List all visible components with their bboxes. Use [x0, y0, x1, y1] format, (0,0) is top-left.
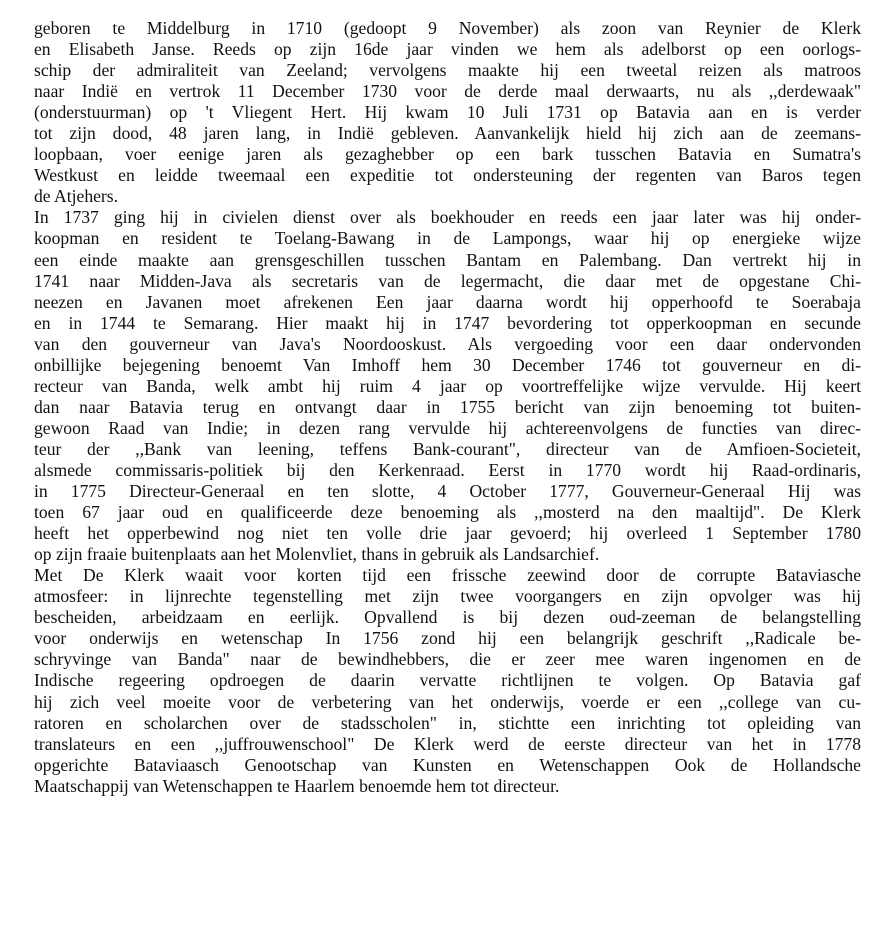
text-line: alsmede commissaris-politiek bij den Kerkenraad. Eerst in 1770 wordt hij Raad-ordinaris,: [34, 459, 861, 480]
text-line: Indische regeering opdroegen de daarin vervatte richtlijnen te volgen. Op Batavia gaf: [34, 670, 861, 691]
text-line: tot zijn dood, 48 jaren lang, in Indië gebleven. Aanvankelijk hield hij zich aan de zeemans-: [34, 123, 861, 144]
text-line: in 1775 Directeur-Generaal en ten slotte, 4 October 1777, Gouverneur-Generaal Hij was: [34, 481, 861, 502]
text-line: recteur van Banda, welk ambt hij ruim 4 jaar op voortreffelijke wijze vervulde. Hij keert: [34, 375, 861, 396]
text-line: opgerichte Bataviaasch Genootschap van Kunsten en Wetenschappen Ook de Hollandsche: [34, 754, 861, 775]
text-line: Met De Klerk waait voor korten tijd een frissche zeewind door de corrupte Bataviasche: [34, 565, 861, 586]
text-line: schip der admiraliteit van Zeeland; vervolgens maakte hij een tweetal reizen als matroos: [34, 60, 861, 81]
paragraph-early-career: [34, 18, 861, 207]
text-line: 1741 naar Midden-Java als secretaris van de legermacht, die daar met de opgestane Chi-: [34, 270, 861, 291]
text-line: In 1737 ging hij in civielen dienst over als boekhouder en reeds een jaar later was hij onder-: [34, 207, 861, 228]
text-line: een einde maakte aan grensgeschillen tusschen Bantam en Palembang. Dan vertrekt hij in: [34, 249, 861, 270]
text-line: Maatschappij van Wetenschappen te Haarlem benoemde hem tot directeur.: [34, 775, 560, 796]
text-line: teur der ,,Bank van leening, teffens Bank-courant", directeur van de Amfioen-Societeit,: [34, 438, 861, 459]
text-line: geboren te Middelburg in 1710 (gedoopt 9 November) als zoon van Reynier de Klerk: [34, 18, 861, 38]
text-line: loopbaan, voer eenige jaren als gezaghebber op een bark tusschen Batavia en Sumatra's: [34, 144, 861, 165]
text-line: en Elisabeth Janse. Reeds op zijn 16de jaar vinden we hem als adelborst op een oorlogs-: [34, 39, 861, 60]
text-line: (onderstuurman) op 't Vliegent Hert. Hij kwam 10 Juli 1731 op Batavia aan en is verder: [34, 102, 861, 123]
text-line: op zijn fraaie buitenplaats aan het Molenvliet, thans in gebruik als Landsarchief.: [34, 544, 600, 565]
paragraph-character-and-legacy: [34, 565, 861, 797]
text-line: bescheiden, arbeidzaam en eerlijk. Opvallend is bij dezen oud-zeeman de belangstelling: [34, 607, 861, 628]
text-line: gewoon Raad van Indie; in dezen rang vervulde hij achtereenvolgens de functies van direc-: [34, 417, 861, 438]
text-line: neezen en Javanen moet afrekenen Een jaar daarna wordt hij opperhoofd te Soerabaja: [34, 291, 861, 312]
text-line: dan naar Batavia terug en ontvangt daar in 1755 bericht van zijn benoeming tot buiten-: [34, 396, 861, 417]
text-line: hij zich veel moeite voor de verbetering van het onderwijs, voerde er een ,,college van cu-: [34, 691, 861, 712]
text-line: koopman en resident te Toelang-Bawang in de Lampongs, waar hij op energieke wijze: [34, 228, 861, 249]
text-line: ratoren en scholarchen over de stadsscholen" in, stichtte een inrichting tot opleiding van: [34, 712, 861, 733]
text-line: Westkust en leidde tweemaal een expeditie tot ondersteuning der regenten van Baros tegen: [34, 165, 861, 186]
text-line: heeft het opperbewind nog niet ten volle drie jaar gevoerd; hij overleed 1 September 1780: [34, 523, 861, 544]
text-line: onbillijke bejegening benoemt Van Imhoff hem 30 December 1746 tot gouverneur en di-: [34, 354, 861, 375]
text-line: toen 67 jaar oud en qualificeerde deze benoeming als ,,mosterd na den maaltijd". De Klerk: [34, 502, 861, 523]
paragraph-civil-service: [34, 207, 861, 565]
text-line: naar Indië en vertrok 11 December 1730 voor de derde maal derwaarts, nu als ,,derdewaak": [34, 81, 861, 102]
text-line: atmosfeer: in lijnrechte tegenstelling met zijn twee voorgangers en zijn opvolger was hij: [34, 586, 861, 607]
text-line: voor onderwijs en wetenschap In 1756 zond hij een belangrijk geschrift ,,Radicale be-: [34, 628, 861, 649]
text-line: translateurs en een ,,juffrouwenschool" De Klerk werd de eerste directeur van het in 1778: [34, 733, 861, 754]
text-line: en in 1744 te Semarang. Hier maakt hij in 1747 bevordering tot opperkoopman en secunde: [34, 312, 861, 333]
text-line: van den gouverneur van Java's Noordooskust. Als vergoeding voor een daar ondervonden: [34, 333, 861, 354]
text-line: schryvinge van Banda" naar de bewindhebbers, die er zeer mee waren ingenomen en de: [34, 649, 861, 670]
text-line: de Atjehers.: [34, 186, 119, 207]
